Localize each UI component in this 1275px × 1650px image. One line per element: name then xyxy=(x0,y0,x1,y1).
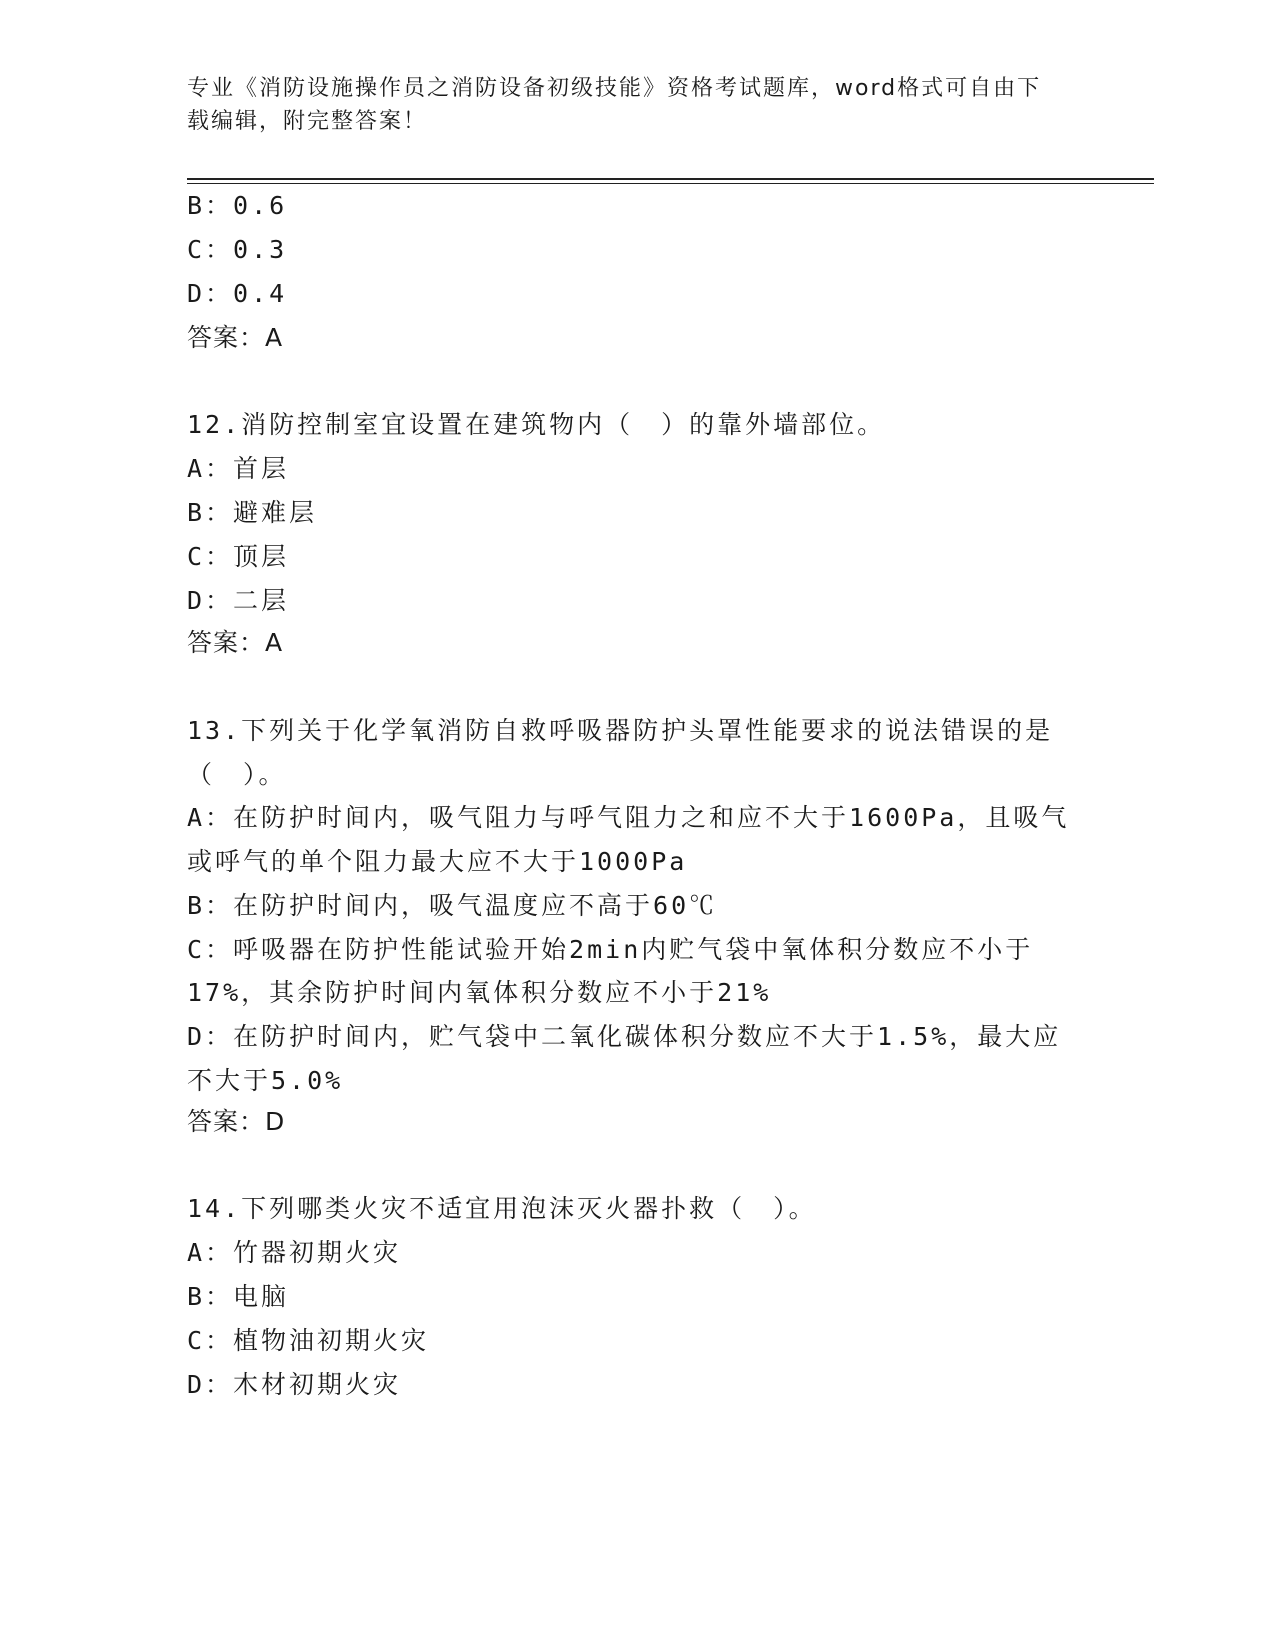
header-line-1: 专业《消防设施操作员之消防设备初级技能》资格考试题库，word格式可自由下 xyxy=(187,76,1042,101)
q11-answer: 答案：A xyxy=(187,323,284,352)
q13-question: 13.下列关于化学氧消防自救呼吸器防护头罩性能要求的说法错误的是 xyxy=(187,716,1054,745)
q13-answer: 答案：D xyxy=(187,1107,286,1136)
q11-option-d: D：0.4 xyxy=(187,279,288,308)
document-header xyxy=(187,72,1087,138)
q13-option-a: A：在防护时间内，吸气阻力与呼气阻力之和应不大于1600Pa，且吸气 xyxy=(187,803,1070,832)
q13-option-a-cont: 或呼气的单个阻力最大应不大于1000Pa xyxy=(187,847,688,876)
q13-option-d-cont: 不大于5.0% xyxy=(187,1066,344,1095)
q12-option-d: D：二层 xyxy=(187,586,290,615)
q12-option-a: A：首层 xyxy=(187,454,290,483)
q13-option-b: B：在防护时间内，吸气温度应不高于60℃ xyxy=(187,891,718,920)
q13-option-c-cont: 17%，其余防护时间内氧体积分数应不小于21% xyxy=(187,978,772,1007)
header-divider-thin xyxy=(187,183,1154,184)
q14-option-c: C：植物油初期火灾 xyxy=(187,1326,430,1355)
q11-option-b: B：0.6 xyxy=(187,191,288,220)
q13-option-c: C：呼吸器在防护性能试验开始2min内贮气袋中氧体积分数应不小于 xyxy=(187,935,1034,964)
q14-option-b: B：电脑 xyxy=(187,1282,290,1311)
q14-question: 14.下列哪类火灾不适宜用泡沫灭火器扑救（ ）。 xyxy=(187,1194,817,1223)
q13-option-d: D：在防护时间内，贮气袋中二氧化碳体积分数应不大于1.5%，最大应 xyxy=(187,1022,1062,1051)
q12-answer: 答案：A xyxy=(187,628,284,657)
q14-option-d: D：木材初期火灾 xyxy=(187,1370,402,1399)
q12-option-c: C：顶层 xyxy=(187,542,290,571)
header-line-2: 载编辑，附完整答案！ xyxy=(187,109,428,134)
header-divider-thick xyxy=(187,178,1154,180)
q12-option-b: B：避难层 xyxy=(187,498,318,527)
q11-option-c: C：0.3 xyxy=(187,235,288,264)
q14-option-a: A：竹器初期火灾 xyxy=(187,1238,402,1267)
q12-question: 12.消防控制室宜设置在建筑物内（ ）的靠外墙部位。 xyxy=(187,410,886,439)
q13-question-cont: （ ）。 xyxy=(187,760,287,789)
